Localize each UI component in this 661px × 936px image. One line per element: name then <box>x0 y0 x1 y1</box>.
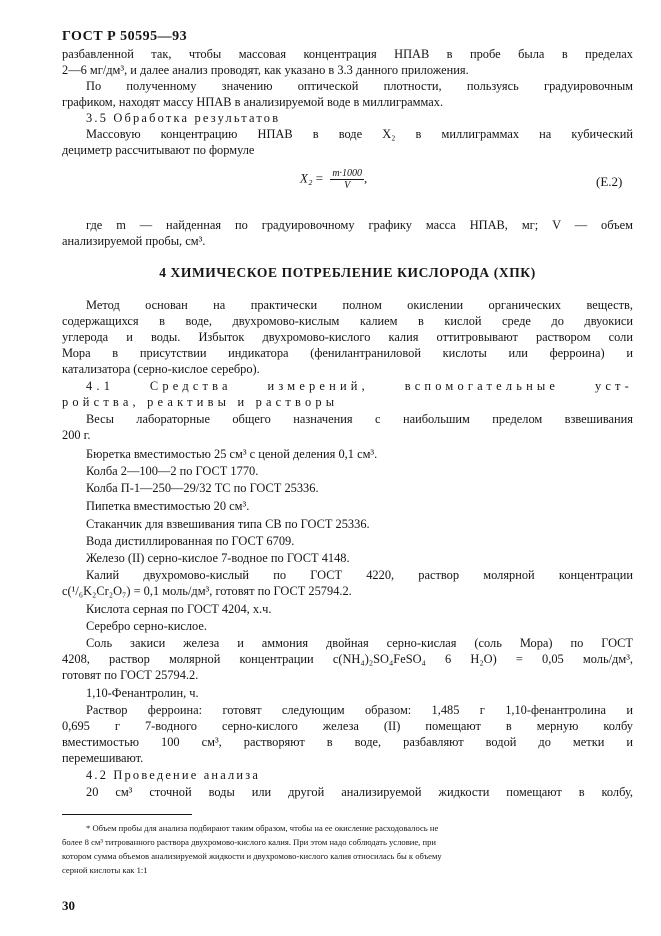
subsection-title: ройства, реактивы и растворы <box>62 395 339 409</box>
equipment-line: готовят по ГОСТ 25794.2. <box>62 668 199 682</box>
equipment-line: с(¹/₆K₂Cr₂O₇) = 0,1 моль/дм³, готовят по ГОСТ 25794.2. <box>62 584 352 598</box>
footnote-line: котором сумма объемов анализируемой жидкости и двухромово-кислого калия относилась бы к объему <box>62 851 442 861</box>
equipment-line: Пипетка вместимостью 20 см³. <box>86 499 250 513</box>
formula-numerator: m·1000 <box>332 168 363 179</box>
equipment-line: 1,10-Фенантролин, ч. <box>86 686 199 700</box>
body-line: Массовую концентрацию НПАВ в воде X₂ в миллиграммах на кубический <box>86 127 633 141</box>
equipment-line: Соль закиси железа и аммония двойная серно-кислая (соль Мора) по ГОСТ <box>86 636 633 650</box>
page-number: 30 <box>62 898 75 913</box>
body-line: где m — найденная по градуировочному графику масса НПАВ, мг; V — объем <box>86 218 633 232</box>
body-line: 20 см³ сточной воды или другой анализируемой жидкости помещают в колбу, <box>86 785 633 799</box>
equipment-line: Раствор ферроина: готовят следующим образом: 1,485 г 1,10-фенантролина и <box>86 703 633 717</box>
body-line: углерода и воды. Избыток двухромово-кислого калия оттитровывают раствором соли <box>62 330 633 344</box>
equipment-line: Железо (II) серно-кислое 7-водное по ГОСТ 4148. <box>86 551 350 565</box>
footnote-line: более 8 см³ титрованного раствора двухромово-кислого калия. При этом надо соблюдать условие, при <box>62 837 436 847</box>
equation-number: (Е.2) <box>596 174 623 189</box>
equipment-line: перемешивают. <box>62 751 144 765</box>
equipment-line: Колба П-1—250—29/32 ТС по ГОСТ 25336. <box>86 481 319 495</box>
body-line: содержащихся в воде, двухромово-кислым калием в кислой среде до двуокиси <box>62 314 633 328</box>
body-line: катализатора (серно-кислое серебро). <box>62 362 260 376</box>
body-line: Метод основан на практически полном окислении органических веществ, <box>86 298 633 312</box>
equipment-line: 200 г. <box>62 428 91 442</box>
formula-equals: = <box>315 170 324 186</box>
equipment-line: Калий двухромово-кислый по ГОСТ 4220, раствор молярной концентрации <box>86 568 633 582</box>
formula-lhs: X₂ <box>300 170 313 186</box>
body-line: 2—6 мг/дм³, и далее анализ проводят, как указано в 3.3 данного приложения. <box>62 63 469 77</box>
footnote-divider <box>62 814 192 815</box>
body-line: Мора в присутствии индикатора (фенилантраниловой кислоты или ферроина) и <box>62 346 633 360</box>
body-line: По полученному значению оптической плотности, пользуясь градуировочным <box>86 79 633 93</box>
equipment-line: Кислота серная по ГОСТ 4204, х.ч. <box>86 602 272 616</box>
subsection-title: 4.2 Проведение анализа <box>86 768 261 782</box>
formula-tail: , <box>364 170 368 186</box>
subsection-title: 3.5 Обработка результатов <box>86 111 281 125</box>
equipment-line: Колба 2—100—2 по ГОСТ 1770. <box>86 464 259 478</box>
equipment-line: Вода дистиллированная по ГОСТ 6709. <box>86 534 295 548</box>
standard-header: ГОСТ Р 50595—93 <box>62 29 188 44</box>
equipment-line: вместимостью 100 см³, растворяют в воде, разбавляют водой до метки и <box>62 735 633 749</box>
equipment-line: Бюретка вместимостью 25 см³ с ценой деления 0,1 см³. <box>86 447 378 461</box>
equipment-line: Стаканчик для взвешивания типа СВ по ГОСТ 25336. <box>86 517 370 531</box>
footnote-line: * Объем пробы для анализа подбирают таким образом, чтобы на ее окисление расходовалось не <box>86 823 439 833</box>
formula-fraction <box>330 168 364 191</box>
section-title: 4 ХИМИЧЕСКОЕ ПОТРЕБЛЕНИЕ КИСЛОРОДА (ХПК) <box>159 265 536 280</box>
body-line: дециметр рассчитывают по формуле <box>62 143 255 157</box>
formula-e2 <box>300 168 367 191</box>
body-line: графиком, находят массу НПАВ в анализируемой воде в миллиграммах. <box>62 95 444 109</box>
equipment-line: 0,695 г 7-водного серно-кислого железа (II) помещают в мерную колбу <box>62 719 633 733</box>
formula-denominator: V <box>344 180 351 191</box>
equipment-line: Весы лабораторные общего назначения с наибольшим пределом взвешивания <box>86 412 633 426</box>
body-line: разбавленной так, чтобы массовая концентрация НПАВ в пробе была в пределах <box>62 47 633 61</box>
body-line: анализируемой пробы, см³. <box>62 234 206 248</box>
equipment-line: 4208, раствор молярной концентрации с(NH₄)₂SO₄FeSO₄ 6 H₂O) = 0,05 моль/дм³, <box>62 652 633 666</box>
equipment-line: Серебро серно-кислое. <box>86 619 207 633</box>
subsection-title: 4.1 Средства измерений, вспомогательные уст- <box>86 379 633 393</box>
footnote-line: серной кислоты как 1:1 <box>62 865 148 875</box>
